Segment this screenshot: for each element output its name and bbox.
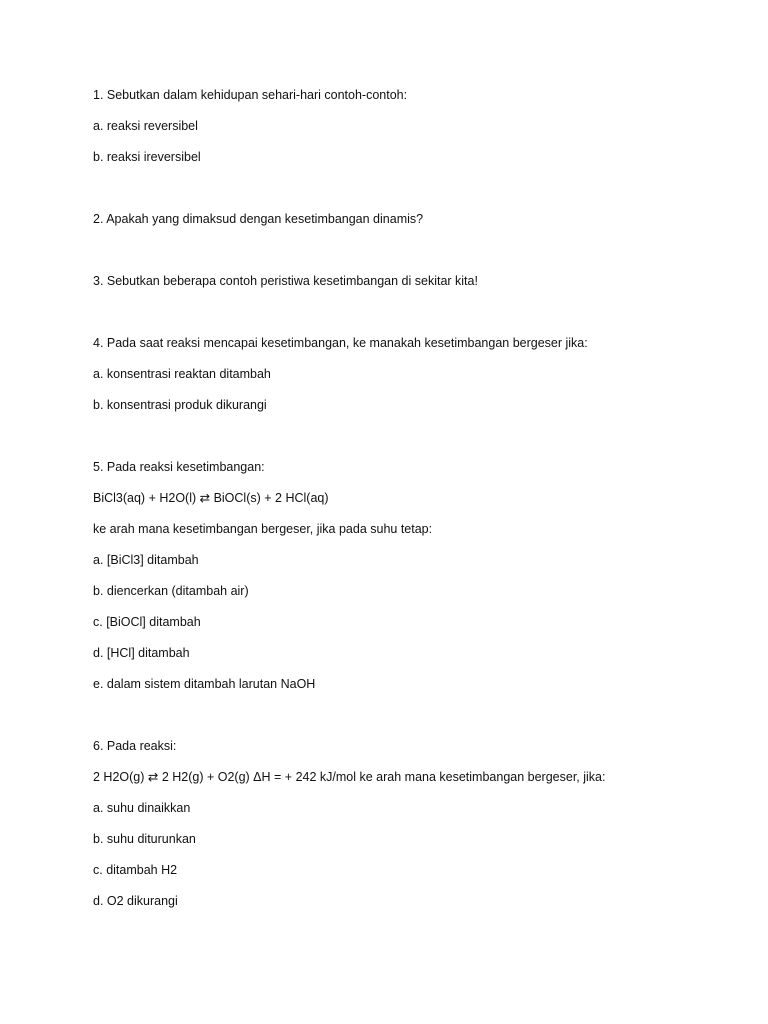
question-4-option-b: b. konsentrasi produk dikurangi — [93, 398, 267, 412]
question-5-prompt: ke arah mana kesetimbangan bergeser, jika pada suhu tetap: — [93, 522, 433, 536]
question-6-equation: 2 H2O(g) ⇄ 2 H2(g) + O2(g) ΔH = + 242 kJ/mol ke arah mana kesetimbangan bergeser, jika: — [93, 770, 606, 784]
question-5-equation: BiCl3(aq) + H2O(l) ⇄ BiOCl(s) + 2 HCl(aq) — [93, 491, 329, 505]
question-6-option-b: b. suhu diturunkan — [93, 832, 196, 846]
question-5-option-e: e. dalam sistem ditambah larutan NaOH — [93, 677, 316, 691]
question-4-option-a: a. konsentrasi reaktan ditambah — [93, 367, 271, 381]
question-6-option-c: c. ditambah H2 — [93, 863, 178, 877]
question-6-option-a: a. suhu dinaikkan — [93, 801, 191, 815]
question-2: 2. Apakah yang dimaksud dengan kesetimbangan dinamis? — [93, 212, 424, 226]
question-5-option-d: d. [HCl] ditambah — [93, 646, 190, 660]
question-5: 5. Pada reaksi kesetimbangan: — [93, 460, 265, 474]
question-1-option-b: b. reaksi ireversibel — [93, 150, 201, 164]
question-5-option-b: b. diencerkan (ditambah air) — [93, 584, 249, 598]
question-1-option-a: a. reaksi reversibel — [93, 119, 198, 133]
question-4: 4. Pada saat reaksi mencapai kesetimbangan, ke manakah kesetimbangan bergeser jika: — [93, 336, 588, 350]
question-5-option-c: c. [BiOCl] ditambah — [93, 615, 201, 629]
question-5-option-a: a. [BiCl3] ditambah — [93, 553, 199, 567]
question-6: 6. Pada reaksi: — [93, 739, 177, 753]
question-6-option-d: d. O2 dikurangi — [93, 894, 178, 908]
question-1: 1. Sebutkan dalam kehidupan sehari-hari contoh-contoh: — [93, 88, 408, 102]
question-3: 3. Sebutkan beberapa contoh peristiwa kesetimbangan di sekitar kita! — [93, 274, 478, 288]
